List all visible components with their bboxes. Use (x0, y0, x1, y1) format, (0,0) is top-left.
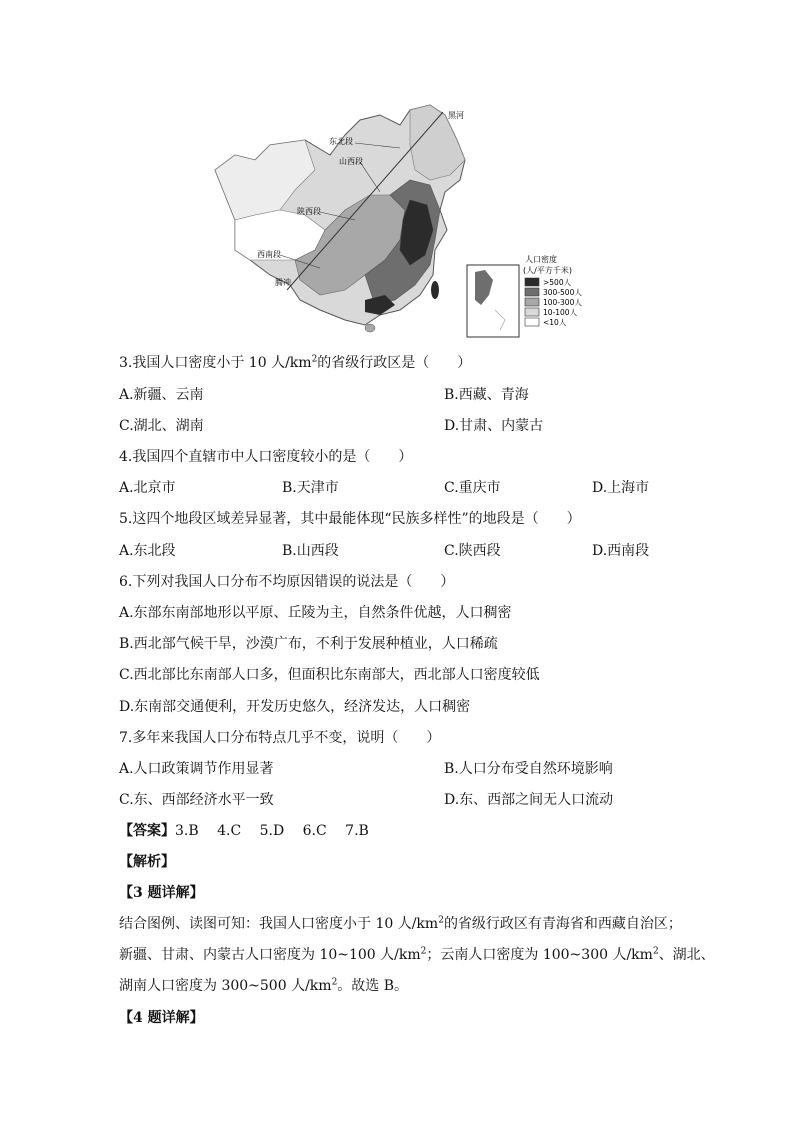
q6-option-a[interactable]: A.东部东南部地形以平原、丘陵为主，自然条件优越，人口稠密 (119, 605, 512, 621)
q5-option-c[interactable]: C.陕西段 (444, 543, 501, 559)
label-dongbei: 东北段 (329, 137, 353, 146)
q3-option-c[interactable]: C.湖北、湖南 (119, 418, 204, 434)
south-sea-inset (467, 265, 519, 337)
legend-label: 100-300人 (543, 298, 582, 307)
question-3-stem: 3.我国人口密度小于 10 人$/km^2$的省级行政区是（ ） (119, 354, 472, 371)
legend-swatch (525, 288, 539, 296)
legend-label: 10-100人 (543, 308, 578, 317)
question-6-stem: 6.下列对我国人口分布不均原因错误的说法是（ ） (119, 574, 455, 590)
q4-option-a[interactable]: A.北京市 (119, 480, 176, 496)
legend-swatch (525, 278, 539, 286)
legend-title-2: (人/平方千米) (523, 266, 572, 275)
q5-option-d[interactable]: D.西南段 (592, 543, 650, 559)
question-7-stem: 7.多年来我国人口分布特点几乎不变，说明（ ） (119, 730, 441, 746)
q6-option-b[interactable]: B.西北部气候干旱，沙漠广布，不利于发展种植业，人口稀疏 (119, 636, 498, 652)
q7-option-b[interactable]: B.人口分布受自然环境影响 (444, 761, 613, 777)
label-shanxi: 山西段 (339, 157, 363, 166)
hainan-island (365, 324, 375, 332)
q5-option-b[interactable]: B.山西段 (282, 543, 339, 559)
label-xinan: 西南段 (257, 250, 281, 259)
q4-option-d[interactable]: D.上海市 (592, 480, 650, 496)
q4-detail-heading: 【4 题详解】 (119, 1010, 204, 1026)
answer-line (119, 821, 369, 841)
taiwan-island (431, 281, 439, 299)
q3-option-a[interactable]: A.新疆、云南 (119, 387, 204, 403)
legend (523, 254, 582, 327)
question-4-stem: 4.我国四个直辖市中人口密度较小的是（ ） (119, 449, 413, 465)
q6-option-c[interactable]: C.西北部比东南部人口多，但面积比东南部大，西北部人口密度较低 (119, 667, 540, 683)
legend-label: >500人 (543, 278, 572, 287)
q3-detail-heading: 【3 题详解】 (119, 885, 204, 901)
q4-option-b[interactable]: B.天津市 (282, 480, 339, 496)
q3-detail-line-3: 湖南人口密度为 300~500 人$/km^2$。故选 B。 (119, 977, 409, 994)
analysis-label: 【解析】 (119, 854, 175, 870)
q7-option-a[interactable]: A.人口政策调节作用显著 (119, 761, 274, 777)
legend-label: <10人 (543, 318, 567, 327)
q5-option-a[interactable]: A.东北段 (119, 543, 176, 559)
answer-label: 【答案】 (119, 823, 175, 839)
question-5-stem: 5.这四个地段区域差异显著，其中最能体现“民族多样性”的地段是（ ） (119, 511, 581, 527)
q6-option-d[interactable]: D.东南部交通便利，开发历史悠久，经济发达，人口稠密 (119, 699, 471, 715)
label-shaanxi: 陕西段 (297, 207, 321, 216)
q7-option-c[interactable]: C.东、西部经济水平一致 (119, 792, 274, 808)
legend-title-1: 人口密度 (525, 255, 557, 264)
legend-swatch (525, 298, 539, 306)
legend-swatch (525, 308, 539, 316)
population-density-map (195, 100, 605, 340)
q4-option-c[interactable]: C.重庆市 (444, 480, 501, 496)
q7-option-d[interactable]: D.东、西部之间无人口流动 (444, 792, 614, 808)
label-tengchong: 腾冲 (275, 278, 291, 287)
q3-detail-line-1: 结合图例、读图可知：我国人口密度小于 10 人$/km^2$的省级行政区有青海省和西藏自治区； (119, 915, 682, 932)
q3-detail-line-2: 新疆、甘肃、内蒙古人口密度为 10~100 人$/km^2$；云南人口密度为 100~300 人$/km^2$、湖北、 (119, 946, 715, 963)
answer-text: 3.B 4.C 5.D 6.C 7.B (175, 823, 369, 839)
q3-option-b[interactable]: B.西藏、青海 (444, 387, 529, 403)
label-heihe: 黑河 (448, 111, 464, 120)
q3-option-d[interactable]: D.甘肃、内蒙古 (444, 418, 544, 434)
legend-swatch (525, 318, 539, 326)
legend-label: 300-500人 (543, 288, 582, 297)
